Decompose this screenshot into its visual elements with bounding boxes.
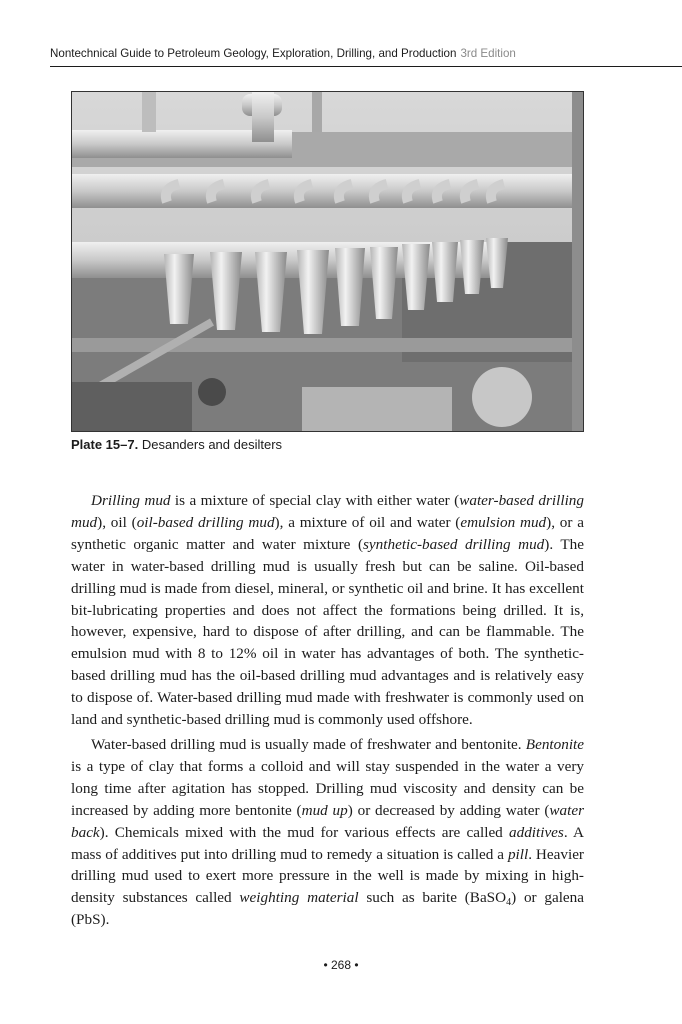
figure-caption	[71, 437, 591, 452]
plate-photo-desanders-desilters	[71, 91, 584, 432]
term-water-based-drilling-mud: water-based drilling mud	[71, 492, 584, 531]
text-span: ), oil (	[97, 513, 137, 531]
text-span: Water-based drilling mud is usually made of freshwater and bentonite.	[91, 735, 526, 753]
subscript: 4	[506, 897, 512, 909]
figure-label: Plate 15–7.	[71, 437, 139, 452]
term-oil-based-drilling-mud: oil-based drilling mud	[136, 513, 275, 531]
header-rule	[50, 66, 682, 67]
paragraph-drilling-mud	[71, 490, 584, 731]
text-span: . Heavier drilling mud used to exert more pressure in the well is made by mixing in high-density substances called	[71, 845, 584, 907]
term-drilling-mud: Drilling mud	[91, 492, 171, 509]
text-span: ) or galena (PbS).	[71, 889, 585, 929]
text-span: ), or a synthetic organic matter and water mixture (	[71, 513, 584, 553]
term-water-back: water back	[71, 801, 584, 841]
text-span: is a mixture of special clay with either water (	[170, 492, 460, 509]
term-additives: additives	[509, 823, 564, 841]
term-pill: pill	[507, 845, 529, 863]
running-head	[50, 47, 680, 60]
text-span: ) or decreased by adding water (	[347, 801, 550, 819]
figure-caption-text: Desanders and desilters	[141, 437, 283, 452]
term-emulsion-mud: emulsion mud	[460, 513, 547, 531]
book-title: Nontechnical Guide to Petroleum Geology, Exploration, Drilling, and Production	[50, 47, 457, 60]
text-span: ). Chemicals mixed with the mud for various effects are called	[99, 823, 509, 841]
text-span: . A mass of additives put into drilling mud to remedy a situation is called a	[71, 823, 584, 863]
text-span: such as barite (BaSO	[358, 889, 507, 907]
text-span: ). The water in water-based drilling mud is usually fresh but can be saline. Oil-based drilling mud is made from diesel, mineral, or synthetic oil and brine. It has excellent bit-lubricating properties and does not affect the formations being drilled. It is, however, expensive, hard to dispose of after drilling, and can be flammable. The emulsion mud with 8 to 12% oil in water has advantages of both. The synthetic-based drilling mud has the oil-based drilling mud advantages and is relatively easy to dispose of. Water-based drilling mud made with freshwater is commonly used on land and synthetic-based drilling mud is commonly used offshore.	[71, 535, 585, 729]
body-text	[71, 490, 584, 934]
text-span: ), a mixture of oil and water (	[274, 513, 461, 531]
edition-label: 3rd Edition	[460, 47, 516, 60]
term-bentonite: Bentonite	[525, 735, 584, 753]
page-number: • 268 •	[323, 958, 359, 972]
term-mud-up: mud up	[301, 801, 348, 819]
paragraph-bentonite	[71, 734, 584, 931]
photo-illustration	[72, 92, 583, 431]
term-synthetic-based-drilling-mud: synthetic-based drilling mud	[363, 535, 545, 553]
term-weighting-material: weighting material	[239, 889, 359, 907]
text-span: is a type of clay that forms a colloid and will stay suspended in the water a very long time after agitation has stopped. Drilling mud viscosity and density can be increased by adding more bentonite (	[71, 757, 584, 819]
